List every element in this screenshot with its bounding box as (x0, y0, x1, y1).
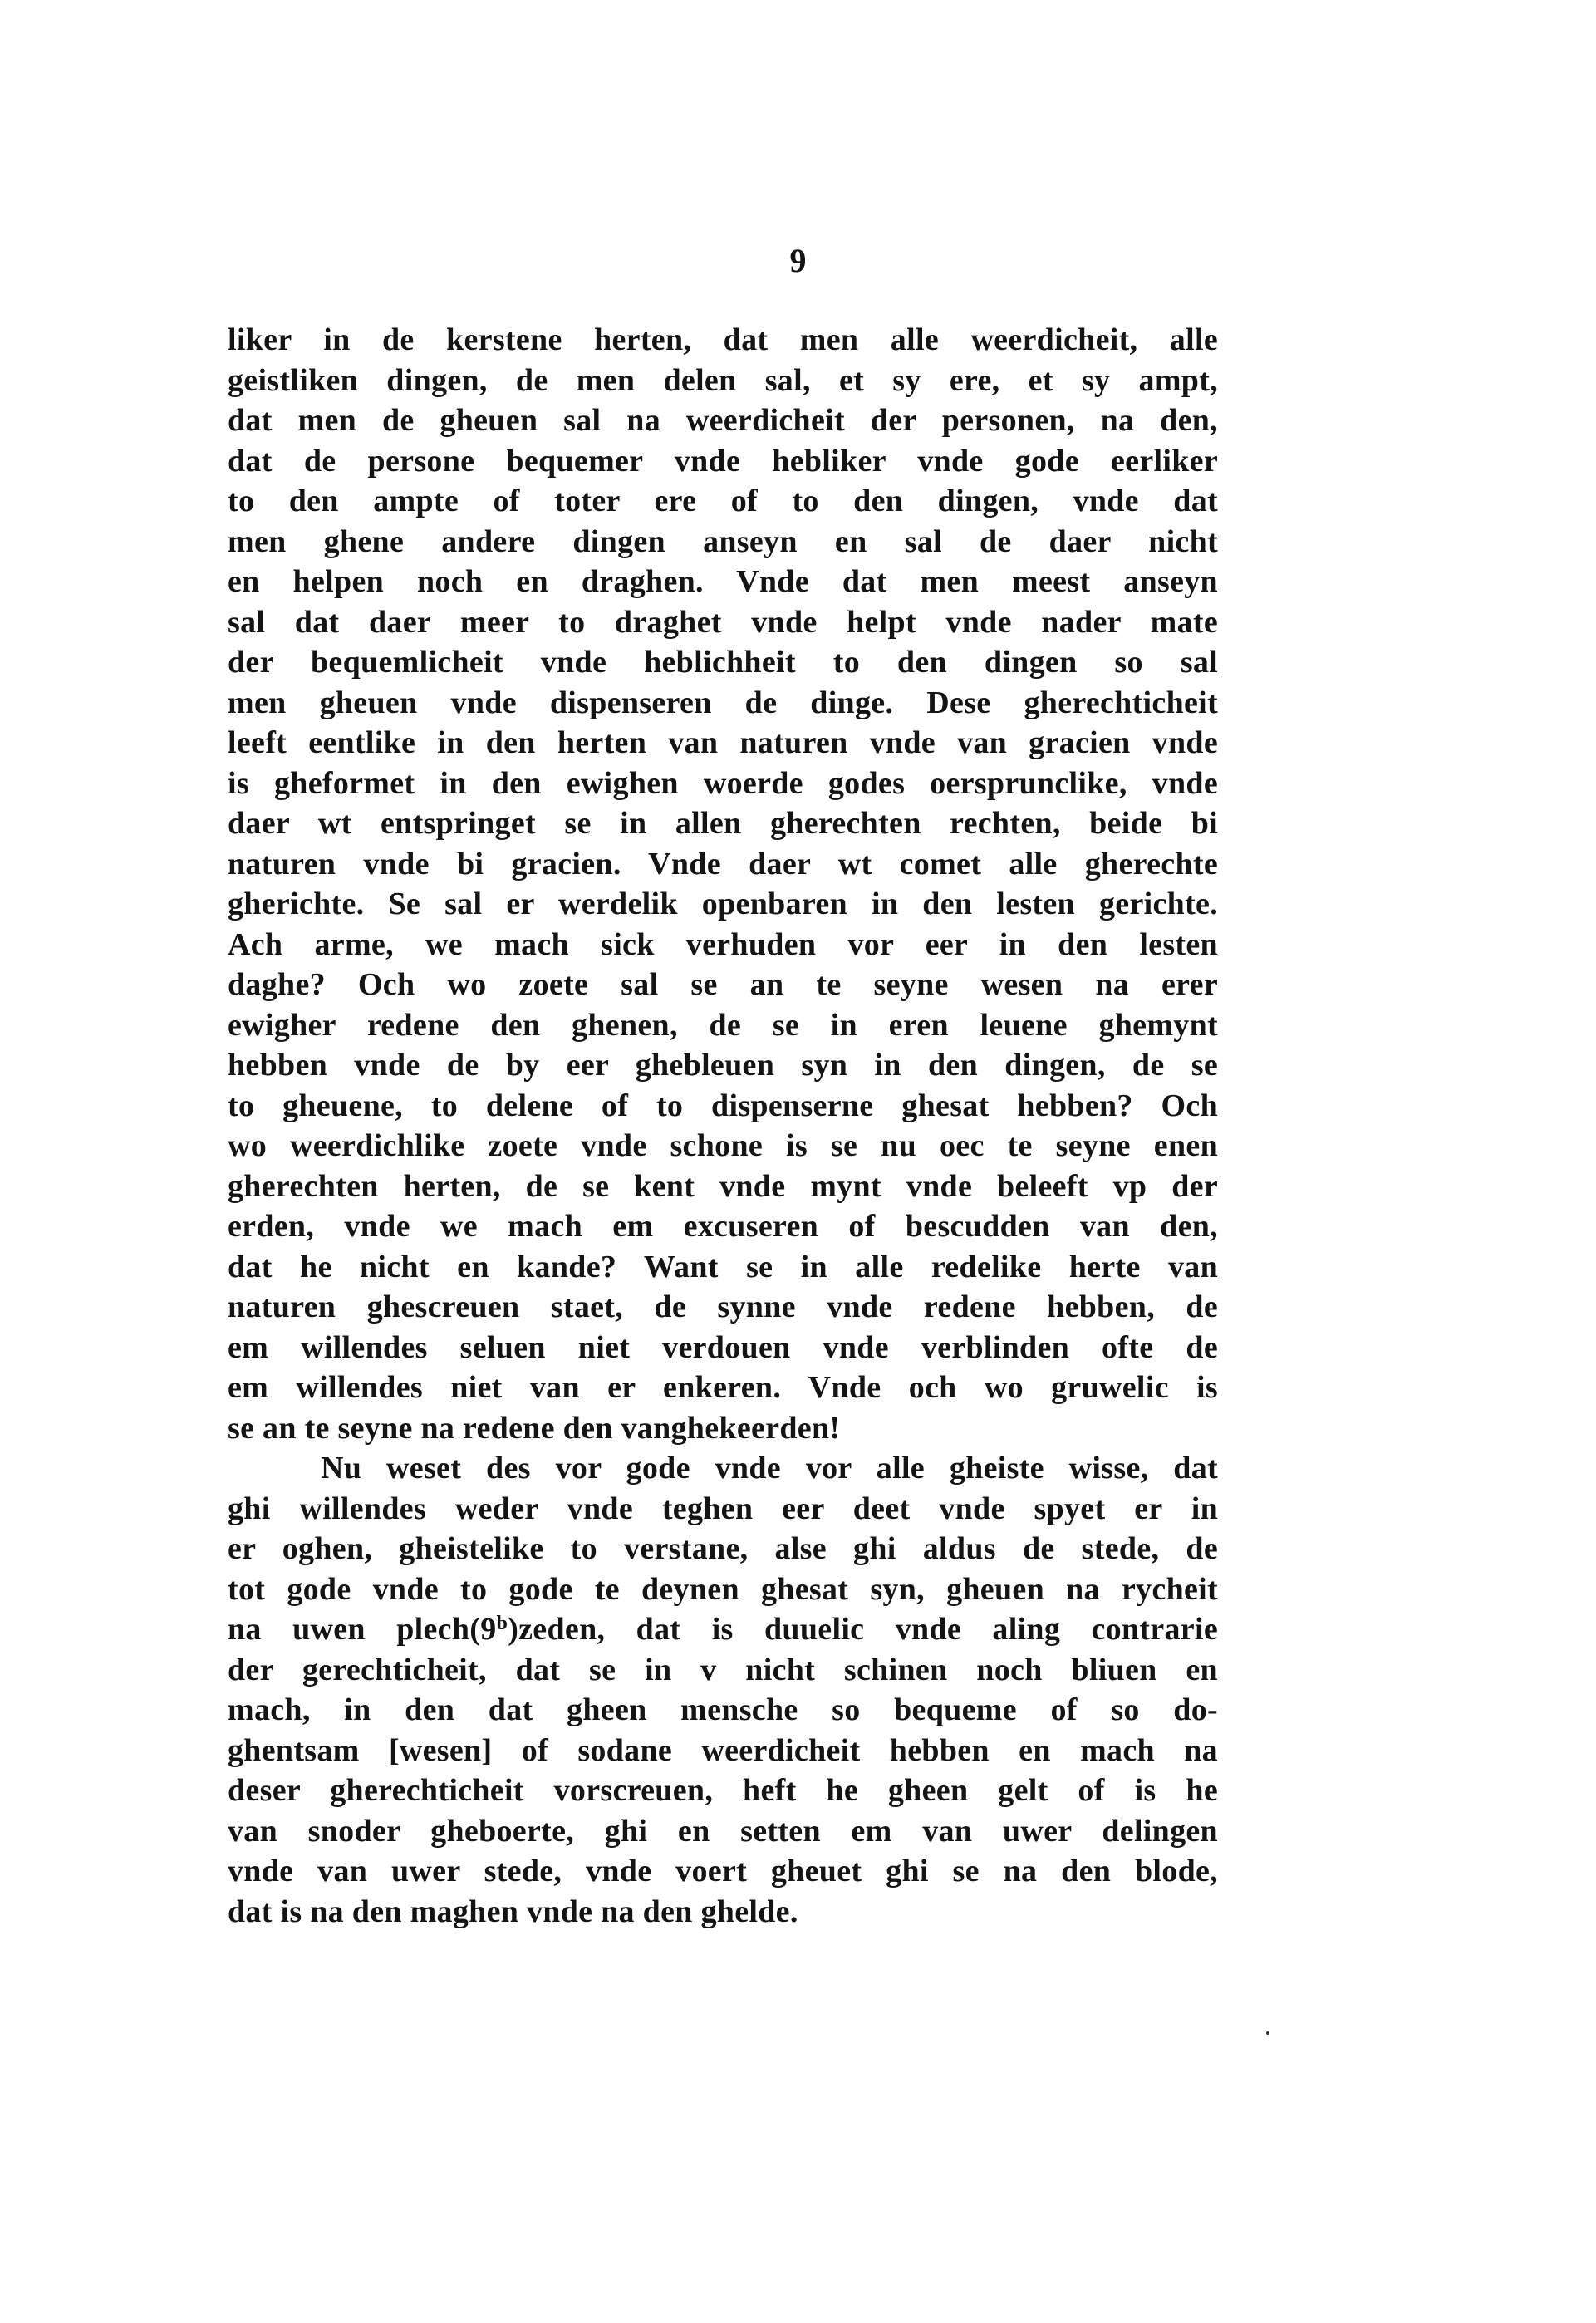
text-line: daghe? Och wo zoete sal se an te seyne wesen na erer (228, 967, 1218, 1002)
text-line: men gheuen vnde dispenseren de dinge. Dese gherechticheit (228, 685, 1218, 720)
text-line: Nu weset des vor gode vnde vor alle gheiste wisse, dat (321, 1451, 1218, 1486)
print-speck (1266, 2031, 1269, 2035)
text-line: dat he nicht en kande? Want se in alle redelike herte van (228, 1249, 1218, 1284)
text-line: em willendes seluen niet verdouen vnde verblinden ofte de (228, 1329, 1218, 1365)
text-line: em willendes niet van er enkeren. Vnde och wo gruwelic is (228, 1370, 1218, 1405)
text-line-with-marginal-reference (228, 1609, 1218, 1650)
paragraph-1 (228, 320, 1218, 1448)
text-line: en helpen noch en draghen. Vnde dat men meest anseyn (228, 564, 1218, 599)
text-line: dat men de gheuen sal na weerdicheit der personen, na den, (228, 403, 1218, 438)
superscript-reference: b (496, 1613, 508, 1634)
text-line: van snoder gheboerte, ghi en setten em van uwer delingen (228, 1813, 1218, 1849)
text-line: der bequemlicheit vnde heblichheit to den dingen so sal (228, 645, 1218, 680)
text-fragment: )zeden, dat is duuelic vnde aling contrarie (508, 1612, 1218, 1647)
text-line: er oghen, gheistelike to verstane, alse ghi aldus de stede, de (228, 1531, 1218, 1566)
text-line: geistliken dingen, de men delen sal, et sy ere, et sy ampt, (228, 362, 1218, 398)
text-line: leeft eentlike in den herten van naturen vnde van gracien vnde (228, 725, 1218, 760)
text-line: gherichte. Se sal er werdelik openbaren in den lesten gerichte. (228, 886, 1218, 921)
text-line: liker in de kerstene herten, dat men alle weerdicheit, alle (228, 322, 1218, 357)
text-line: naturen ghescreuen staet, de synne vnde redene hebben, de (228, 1289, 1218, 1324)
text-line: men ghene andere dingen anseyn en sal de daer nicht (228, 523, 1218, 559)
text-line: se an te seyne na redene den vanghekeerden! (228, 1410, 841, 1446)
text-line: erden, vnde we mach em excuseren of bescudden van den, (228, 1209, 1218, 1244)
text-line: daer wt entspringet se in allen gherechten rechten, beide bi (228, 806, 1218, 841)
text-line: hebben vnde de by eer ghebleuen syn in den dingen, de se (228, 1048, 1218, 1083)
text-line: vnde van uwer stede, vnde voert gheuet ghi se na den blode, (228, 1854, 1218, 1888)
text-line: to gheuene, to delene of to dispenserne ghesat hebben? Och (228, 1088, 1218, 1123)
paragraph-2 (228, 1448, 1218, 1932)
text-line: naturen vnde bi gracien. Vnde daer wt comet alle gherechte (228, 846, 1218, 882)
text-line: ghi willendes weder vnde teghen eer deet vnde spyet er in (228, 1491, 1218, 1526)
text-line: mach, in den dat gheen mensche so bequeme of so do- (228, 1692, 1218, 1727)
page-number: 9 (789, 242, 807, 279)
text-line: dat de persone bequemer vnde hebliker vnde gode eerliker (228, 443, 1218, 479)
text-line: der gerechticheit, dat se in v nicht schinen noch bliuen en (228, 1652, 1218, 1687)
text-line: deser gherechticheit vorscreuen, heft he gheen gelt of is he (228, 1773, 1218, 1808)
text-line: ewigher redene den ghenen, de se in eren leuene ghemynt (228, 1007, 1218, 1043)
text-body (228, 320, 1218, 1932)
text-line: sal dat daer meer to draghet vnde helpt vnde nader mate (228, 604, 1218, 640)
text-line: gherechten herten, de se kent vnde mynt vnde beleeft vp der (228, 1168, 1218, 1204)
text-line: dat is na den maghen vnde na den ghelde. (228, 1893, 798, 1929)
text-line: wo weerdichlike zoete vnde schone is se nu oec te seyne enen (228, 1128, 1218, 1163)
text-line: is gheformet in den ewighen woerde godes oersprunclike, vnde (228, 765, 1218, 801)
text-fragment: na uwen plech(9 (228, 1612, 497, 1647)
text-line: ghentsam [wesen] of sodane weerdicheit hebben en mach na (228, 1732, 1218, 1768)
text-line: tot gode vnde to gode te deynen ghesat syn, gheuen na rycheit (228, 1571, 1218, 1607)
text-line: Ach arme, we mach sick verhuden vor eer in den lesten (228, 926, 1218, 962)
text-line: to den ampte of toter ere of to den dingen, vnde dat (228, 484, 1218, 518)
